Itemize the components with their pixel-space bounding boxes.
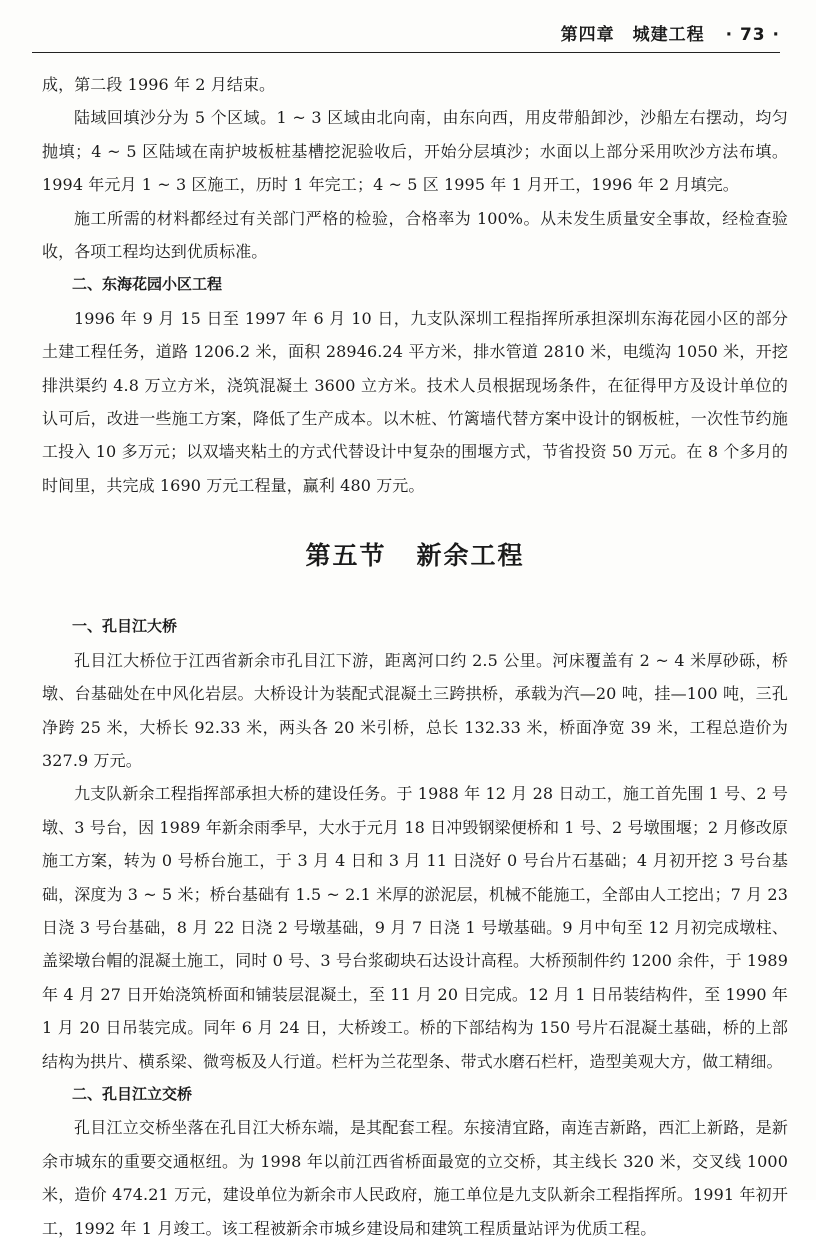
subheading-kongmu-interchange: 二、孔目江立交桥 [72, 1084, 193, 1103]
paragraph-quality: 施工所需的材料都经过有关部门严格的检验，合格率为 100%。从未发生质量安全事故，经检查验收，各项工程均达到优质标准。 [42, 208, 788, 262]
subheading-kongmu-bridge: 一、孔目江大桥 [72, 617, 178, 636]
running-header [32, 18, 780, 53]
page-number: · 73 · [725, 25, 780, 45]
paragraph-donghai-garden: 1996 年 9 月 15 日至 1997 年 6 月 10 日，九支队深圳工程指挥所承担深圳东海花园小区的部分土建工程任务，道路 1206.2 米，面积 28946.24 平方米，排水管道 2810 米，电缆沟 1050 米，开挖排洪渠约 4.8 万立方米，浇筑混凝土 3600 立方米。技术人员根据现场条件，在征得甲方及设计单位的认可后，改进一些施工方案，降低了生产成本。以木桩、竹篱墙代替方案中设计的钢板桩，一次性节约施工投入 10 多万元；以双墙夹粘土的方式代替设计中复杂的围堰方式，节省投资 50 万元。在 8 个多月的时间里，共完成 1690 万元工程量，赢利 480 万元。 [42, 308, 788, 495]
section-title [42, 536, 788, 576]
paragraph-sand-fill: 陆域回填沙分为 5 个区域。1 ~ 3 区域由北向南，由东向西，用皮带船卸沙，沙船左右摆动，均匀抛填；4 ~ 5 区陆域在南护坡板桩基槽挖泥验收后，开始分层填沙；水面以上部分采用吹沙方法布填。1994 年元月 1 ~ 3 区施工，历时 1 年完工；4 ~ 5 区 1995 年 1 月开工，1996 年 2 月填完。 [42, 108, 788, 195]
paragraph-interchange: 孔目江立交桥坐落在孔目江大桥东端，是其配套工程。东接清宜路，南连吉新路，西汇上新路，是新余市城东的重要交通枢纽。为 1998 年以前江西省桥面最宽的立交桥，其主线长 320 米，交叉线 1000 米，造价 474.21 万元，建设单位为新余市人民政府，施工单位是九支队新余工程指挥所。1991 年初开工，1992 年 1 月竣工。该工程被新余市城乡建设局和建筑工程质量站评为优质工程。 [42, 1118, 788, 1238]
page-body [42, 68, 788, 1245]
section-number: 第五节 [305, 541, 387, 571]
paragraph-bridge-construction: 九支队新余工程指挥部承担大桥的建设任务。于 1988 年 12 月 28 日动工，施工首先围 1 号、2 号墩、3 号台，因 1989 年新余雨季早，大水于元月 18 日冲毁钢梁便桥和 1 号、2 号墩围堰；2 月修改原施工方案，转为 0 号桥台施工，于 3 月 4 日和 3 月 11 日浇好 0 号台片石基础；4 月初开挖 3 号台基础，深度为 3 ~ 5 米；桥台基础有 1.5 ~ 2.1 米厚的淤泥层，机械不能施工，全部由人工挖出；7 月 23 日浇 3 号台基础，8 月 22 日浇 2 号墩基础，9 月 7 日浇 1 号墩基础。9 月中旬至 12 月初完成墩柱、盖梁墩台帽的混凝土施工，同时 0 号、3 号台浆砌块石达设计高程。大桥预制件约 1200 余件，于 1989 年 4 月 27 日开始浇筑桥面和铺装层混凝土，至 11 月 20 日完成。12 月 1 日吊装结构件，至 1990 年 1 月 20 日吊装完成。同年 6 月 24 日，大桥竣工。桥的下部结构为 150 号片石混凝土基础，桥的上部结构为拱片、横系梁、微弯板及人行道。栏杆为兰花型条、带式水磨石栏杆，造型美观大方，做工精细。 [42, 784, 788, 1071]
subheading-donghai-garden: 二、东海花园小区工程 [72, 275, 223, 294]
paragraph-bridge-overview: 孔目江大桥位于江西省新余市孔目江下游，距离河口约 2.5 公里。河床覆盖有 2 ~ 4 米厚砂砾，桥墩、台基础处在中风化岩层。大桥设计为装配式混凝土三跨拱桥，承载为汽—20 吨，挂—100 吨，三孔净跨 25 米，大桥长 92.33 米，两头各 20 米引桥，总长 132.33 米，桥面净宽 39 米，工程总造价为 327.9 万元。 [42, 650, 788, 770]
chapter-title: 第四章 城建工程 [560, 25, 705, 45]
paragraph-continued: 成，第二段 1996 年 2 月结束。 [42, 75, 276, 94]
section-name: 新余工程 [416, 541, 525, 571]
